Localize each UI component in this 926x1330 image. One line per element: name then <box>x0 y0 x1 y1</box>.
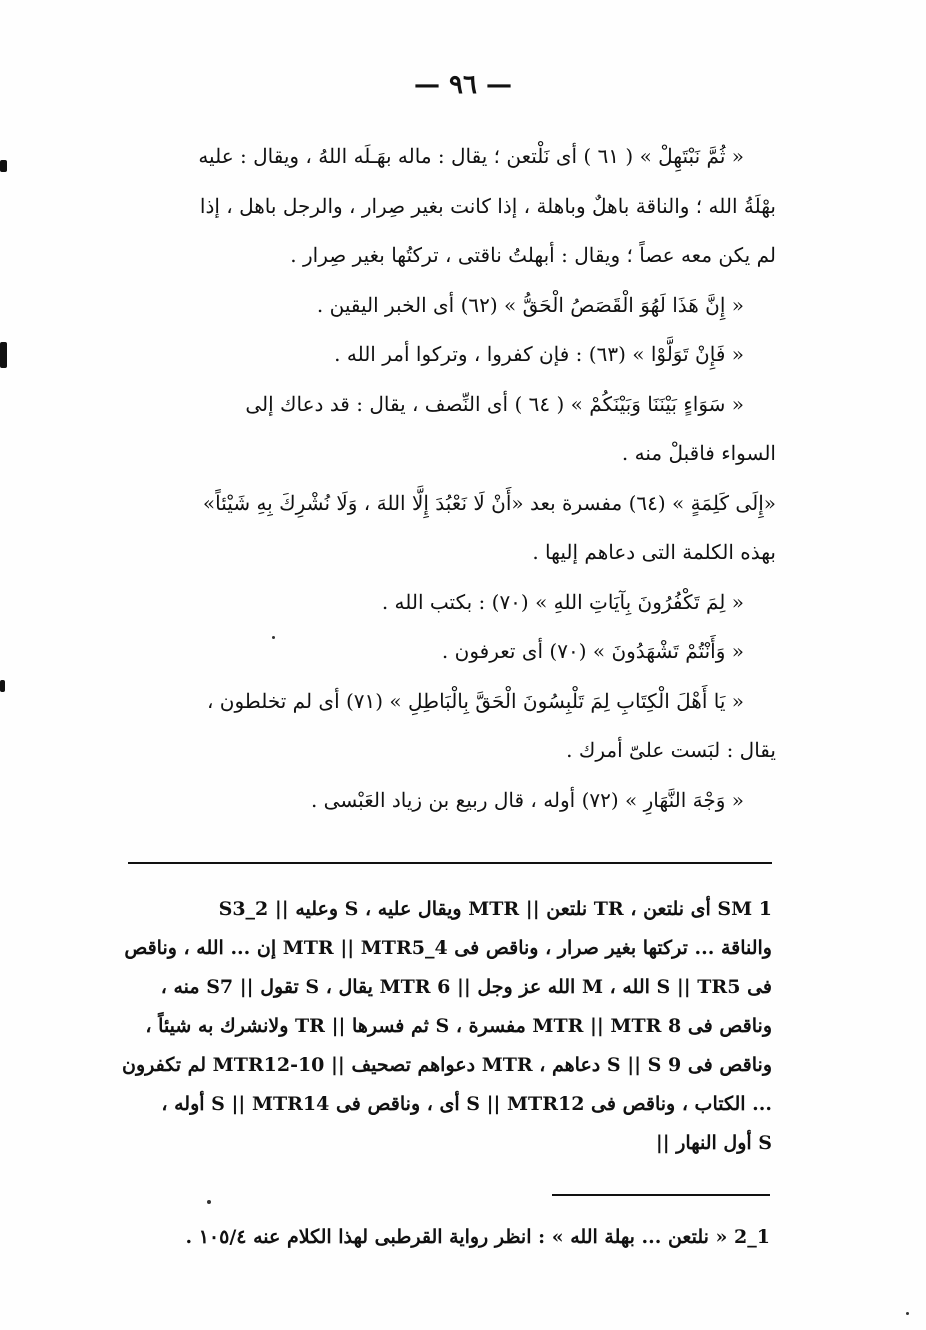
line-text: بهْلَةُ الله ؛ والناقة باهلٌ وباهلة ، إذا كانت بغير صِرار ، والرجل باهل ، إذا <box>199 193 776 218</box>
scan-speck <box>906 1312 909 1315</box>
text-line <box>128 627 776 677</box>
text-line <box>128 330 776 380</box>
line-text: « سَوَاءٍ بَيْنَنَا وَبَيْنَكُمْ » ( ٦٤ ) أى النِّصف ، يقال : قد دعاك إلى <box>245 391 744 416</box>
text-line <box>128 182 776 232</box>
line-text: « فَإِنْ تَوَلَّوْا » (٦٣) : فإن كفروا ، وتركوا أمر الله . <box>334 342 744 366</box>
scan-mark <box>0 680 5 692</box>
apparatus-line: SM 1 أى نلتعن ، TR نلتعن || MTR ويقال عليه ، S وعليه || S3_2 <box>218 898 772 920</box>
line-text: لم يكن معه عصاً ؛ ويقال : أبهلتُ ناقتى ، تركتُها بغير صِرار . <box>290 243 776 267</box>
line-text: السواء فاقبلْ منه . <box>621 441 776 465</box>
text-line <box>128 380 776 430</box>
scan-mark <box>0 342 7 368</box>
text-line <box>128 528 776 578</box>
text-line <box>128 132 776 182</box>
scan-speck <box>207 1200 211 1204</box>
main-text <box>128 132 776 825</box>
apparatus-line: وناقص فى MTR || MTR 8 مفسرة ، S ثم فسرها || TR ولانشرك به شيئاً ، <box>145 1015 772 1037</box>
main-divider <box>128 862 772 864</box>
line-text: يقال : لبَست علىّ أمرك . <box>566 738 776 762</box>
scan-speck <box>272 636 275 639</box>
line-text: « لِمَ تَكْفُرُونَ بِآيَاتِ اللهِ » (٧٠) : بكتب الله . <box>381 589 744 614</box>
apparatus-line: وناقص فى S || S 9 دعاهم ، MTR دعواهم تصحيف || MTR12-10 لم تكفرون <box>122 1054 772 1076</box>
line-text: بهذه الكلمة التى دعاهم إليها . <box>532 540 776 564</box>
text-line <box>128 578 776 628</box>
text-line <box>128 776 776 826</box>
line-text: « يَا أَهْلَ الْكِتَابِ لِمَ تَلْبِسُونَ الْحَقَّ بِالْبَاطِلِ » (٧١) أى لم تخلطون ، <box>206 688 744 713</box>
line-text: « ثُمَّ نَبْتَهِلْ » ( ٦١ ) أى نَلْتعن ؛ يقال : ماله بهَـلَه اللهُ ، ويقال : عليه <box>198 144 744 168</box>
footnote-divider <box>552 1194 770 1196</box>
apparatus-line: ... الكتاب ، وناقص فى S || MTR12 أى ، وناقص فى S || MTR14 أوله ، <box>161 1093 772 1115</box>
scan-mark <box>0 160 7 172</box>
apparatus-line: S أول النهار || <box>655 1132 772 1154</box>
line-text: «إِلَى كَلِمَةٍ » (٦٤) مفسرة بعد «أَنْ لَا نَعْبُدَ إِلَّا اللهَ ، وَلَا نُشْرِكَ بِهِ شَيْئاً» <box>202 490 776 515</box>
text-line <box>128 677 776 727</box>
text-line <box>128 281 776 331</box>
page-number: — ٩٦ — <box>413 70 513 100</box>
apparatus-line: فى S || TR5 الله ، M الله عز وجل || MTR 6 يقال ، S تقول || S7 منه ، <box>160 976 772 998</box>
text-line <box>128 479 776 529</box>
apparatus-line: والناقة ... تركتها بغير صرار ، وناقص فى MTR || MTR5_4 إن ... الله ، وناقص <box>124 937 772 959</box>
text-line <box>128 726 776 776</box>
text-line <box>128 231 776 281</box>
line-text: « وَجْهَ النَّهَارِ » (٧٢) أوله ، قال ربيع بن زياد العَبْسى . <box>310 787 744 812</box>
line-text: « وَأَنْتُمْ تَشْهَدُونَ » (٧٠) أى تعرفون . <box>441 639 744 663</box>
line-text: « إِنَّ هَذَا لَهُوَ الْقَصَصُ الْحَقُّ » (٦٢) أى الخبر اليقين . <box>316 292 744 317</box>
text-line <box>128 429 776 479</box>
critical-apparatus <box>122 890 772 1163</box>
footnote: 1_2 « نلتعن ... بهلة الله » : انظر رواية القرطبى لهذا الكلام عنه ١٠٥/٤ . <box>185 1226 770 1248</box>
